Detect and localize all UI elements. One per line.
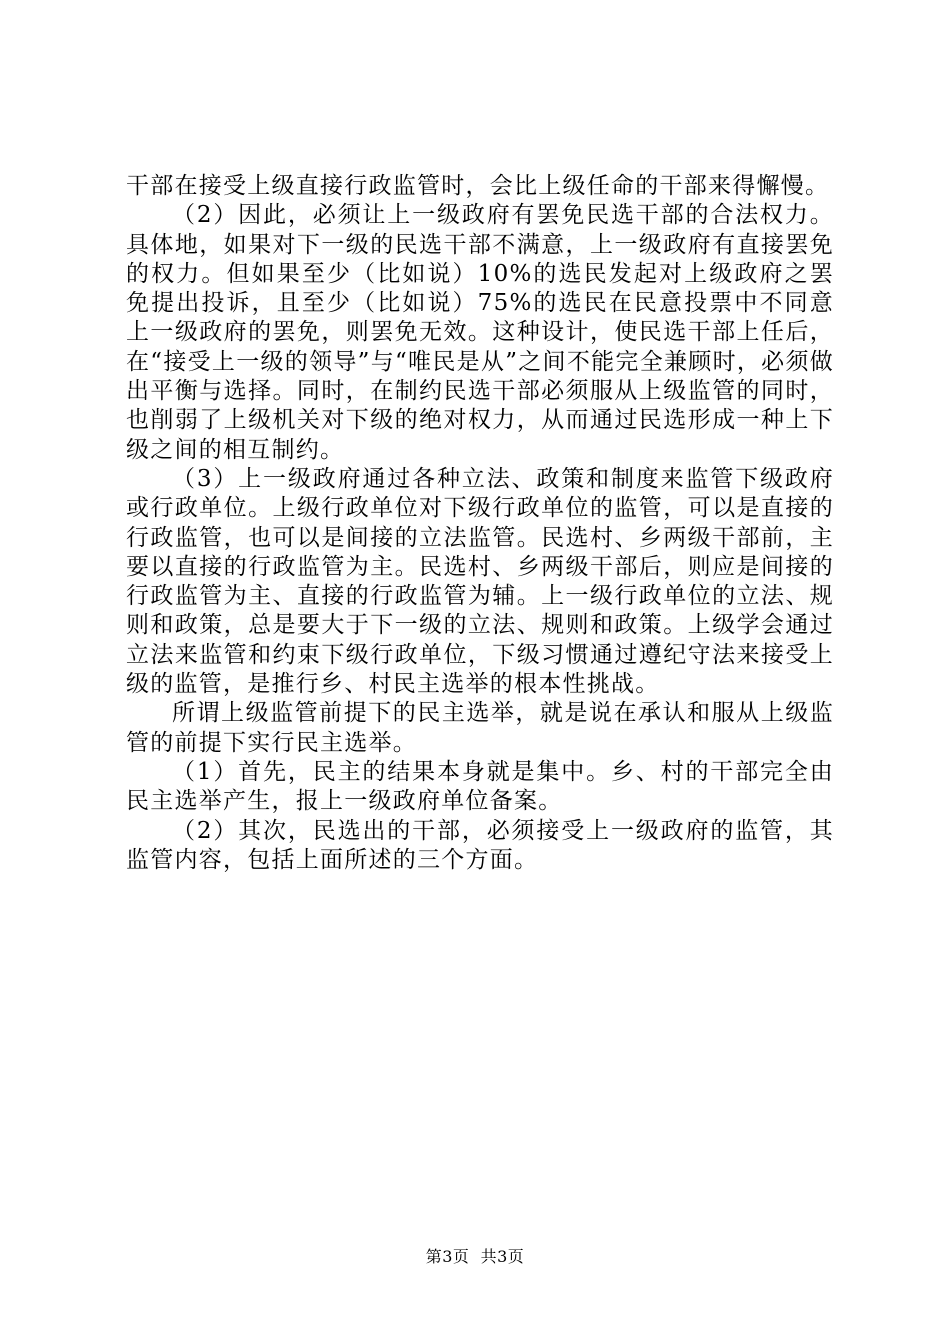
document-body	[126, 172, 834, 875]
paragraph: （1）首先，民主的结果本身就是集中。乡、村的干部完全由民主选举产生，报上一级政府单位备案。	[126, 758, 834, 815]
page-number: 第3页 共3页	[425, 1247, 525, 1266]
paragraph: （3）上一级政府通过各种立法、政策和制度来监管下级政府或行政单位。上级行政单位对下级行政单位的监管，可以是直接的行政监管，也可以是间接的立法监管。民选村、乡两级干部前，主要以直接的行政监管为主。民选村、乡两级干部后，则应是间接的行政监管为主、直接的行政监管为辅。上一级行政单位的立法、规则和政策，总是要大于下一级的立法、规则和政策。上级学会通过立法来监管和约束下级行政单位，下级习惯通过遵纪守法来接受上级的监管，是推行乡、村民主选举的根本性挑战。	[126, 465, 834, 698]
paragraph: （2）其次，民选出的干部，必须接受上一级政府的监管，其监管内容，包括上面所述的三个方面。	[126, 817, 834, 873]
page-footer	[0, 1244, 950, 1267]
paragraph: （2）因此，必须让上一级政府有罢免民选干部的合法权力。具体地，如果对下一级的民选干部不满意，上一级政府有直接罢免的权力。但如果至少（比如说）10%的选民发起对上级政府之罢免提出投诉，且至少（比如说）75%的选民在民意投票中不同意上一级政府的罢免，则罢免无效。这种设计，使民选干部上任后，在“接受上一级的领导”与“唯民是从”之间不能完全兼顾时，必须做出平衡与选择。同时，在制约民选干部必须服从上级监管的同时，也削弱了上级机关对下级的绝对权力，从而通过民选形成一种上下级之间的相互制约。	[126, 202, 834, 463]
paragraph: 干部在接受上级直接行政监管时，会比上级任命的干部来得懈慢。	[126, 173, 830, 199]
paragraph: 所谓上级监管前提下的民主选举，就是说在承认和服从上级监管的前提下实行民主选举。	[126, 700, 834, 756]
